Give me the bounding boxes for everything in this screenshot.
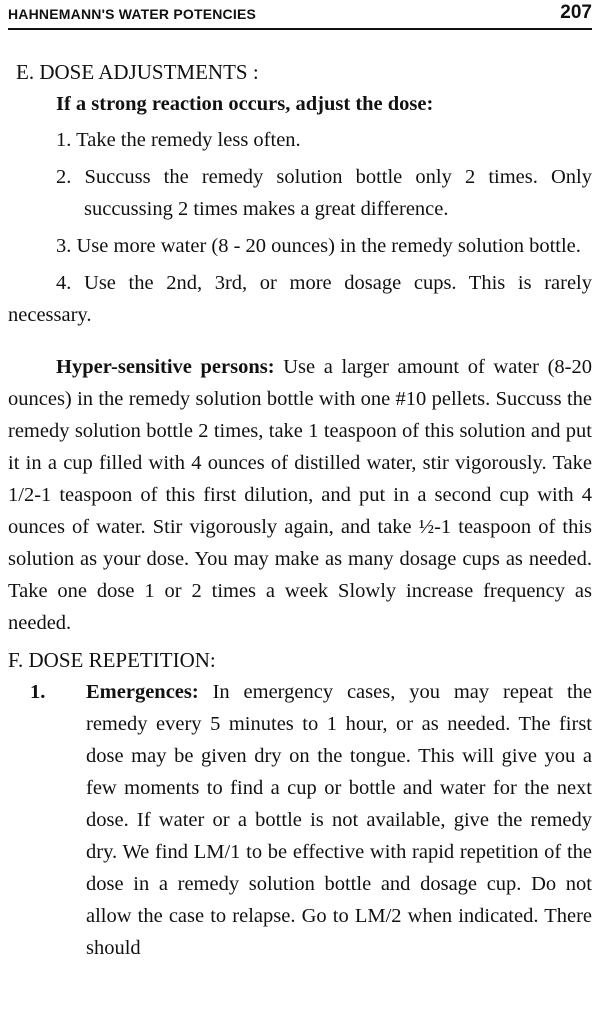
emergences-item [30, 676, 592, 964]
section-e-step-2: 2. Succuss the remedy solution bottle only 2 times. Only succussing 2 times makes a great difference. [56, 166, 592, 220]
section-e-step-1: 1. Take the remedy less often. [56, 129, 301, 151]
section-e-step-4: 4. Use the 2nd, 3rd, or more dosage cups. This is rarely necessary. [8, 272, 592, 326]
emergences-text: In emergency cases, you may repeat the remedy every 5 minutes to 1 hour, or as needed. The first dose may be given dry on the tongue. This will give you a few moments to find a cup or bottle and water for the next dose. If water or a bottle is not available, give the remedy dry. We find LM/1 to be effective with rapid repetition of the dose in a remedy solution bottle and dosage cup. Do not allow the case to relapse. Go to LM/2 when indicated. There should [86, 681, 592, 959]
section-f-heading: F. DOSE REPETITION: [8, 648, 216, 672]
page-number: 207 [560, 2, 592, 23]
hyper-sensitive-paragraph [8, 351, 592, 639]
section-e-lead: If a strong reaction occurs, adjust the dose: [56, 93, 434, 115]
emergences-label: Emergences: [86, 681, 199, 703]
hyper-sensitive-label: Hyper-sensitive persons: [56, 356, 275, 378]
running-head [8, 0, 592, 30]
emergences-number: 1. [30, 681, 46, 703]
page-body [8, 56, 592, 964]
running-head-title: HAHNEMANN'S WATER POTENCIES [8, 6, 257, 22]
section-e-heading: E. DOSE ADJUSTMENTS : [16, 60, 259, 84]
section-e-step-3: 3. Use more water (8 - 20 ounces) in the remedy solution bottle. [56, 235, 581, 257]
emergences-paragraph [86, 676, 592, 964]
hyper-sensitive-text: Use a larger amount of water (8-20 ounces) in the remedy solution bottle with one #10 pellets. Succuss the remedy solution bottle 2 times, take 1 teaspoon of this solution and put it in a cup filled with 4 ounces of distilled water, stir vigorously. Take 1/2-1 teaspoon of this first dilution, and put in a second cup with 4 ounces of water. Stir vigorously again, and take ½-1 teaspoon of this solution as your dose. You may make as many dosage cups as needed. Take one dose 1 or 2 times a week Slowly increase frequency as needed. [8, 356, 592, 634]
